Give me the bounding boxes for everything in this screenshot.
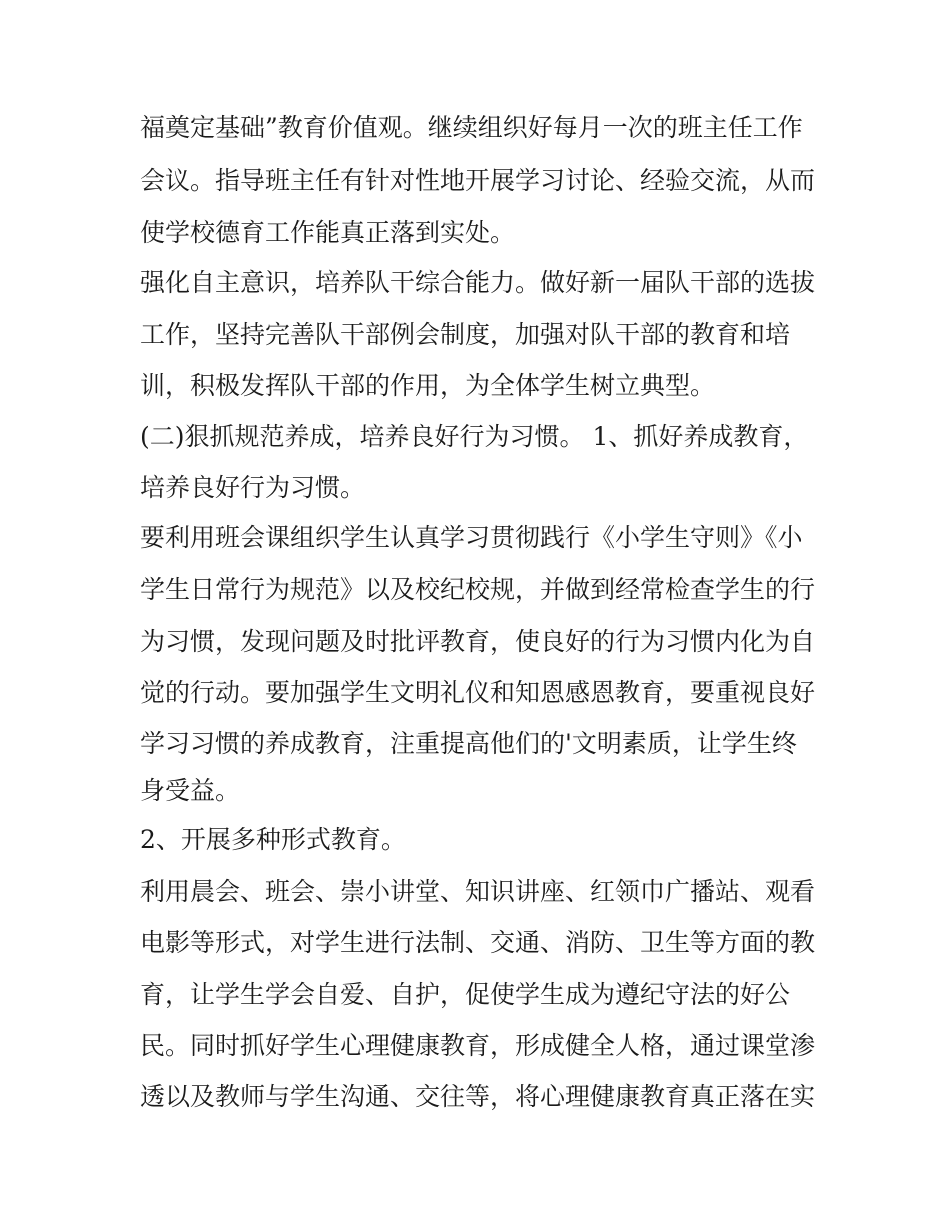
text-line: 要利用班会课组织学生认真学习贯彻践行《小学生守则》《小 — [140, 523, 803, 552]
text-line: 会议。指导班主任有针对性地开展学习讨论、经验交流，从而 — [140, 166, 816, 195]
text-line: 培养良好行为习惯。 — [140, 473, 366, 502]
text-line: 学习习惯的养成教育，注重提高他们的'文明素质，让学生终 — [140, 729, 797, 758]
text-line: 2、开展多种形式教育。 — [140, 825, 406, 854]
text-line: 训，积极发挥队干部的作用，为全体学生树立典型。 — [140, 371, 716, 400]
text-line: 使学校德育工作能真正落到实处。 — [140, 218, 516, 247]
text-line: 工作，坚持完善队干部例会制度，加强对队干部的教育和培 — [140, 320, 791, 349]
text-line: 电影等形式，对学生进行法制、交通、消防、卫生等方面的教 — [140, 928, 816, 957]
text-line: 学生日常行为规范》以及校纪校规，并做到经常检查学生的行 — [140, 575, 816, 604]
text-line: 觉的行动。要加强学生文明礼仪和知恩感恩教育，要重视良好 — [140, 678, 816, 707]
text-line: 利用晨会、班会、崇小讲堂、知识讲座、红领巾广播站、观看 — [140, 877, 816, 906]
text-line: 为习惯，发现问题及时批评教育，使良好的行为习惯内化为自 — [140, 627, 816, 656]
text-line: 民。同时抓好学生心理健康教育，形成健全人格，通过课堂渗 — [140, 1031, 816, 1060]
text-line: 育，让学生学会自爱、自护，促使学生成为遵纪守法的好公 — [140, 980, 791, 1009]
text-line: 透以及教师与学生沟通、交往等，将心理健康教育真正落在实 — [140, 1082, 816, 1111]
text-line: 福奠定基础”教育价值观。继续组织好每月一次的班主任工作 — [140, 113, 803, 142]
text-line: (二)狠抓规范养成，培养良好行为习惯。 1、抓好养成教育， — [140, 422, 809, 451]
text-line: 身受益。 — [140, 776, 241, 805]
text-line: 强化自主意识，培养队干综合能力。做好新一届队干部的选拔 — [140, 268, 816, 297]
